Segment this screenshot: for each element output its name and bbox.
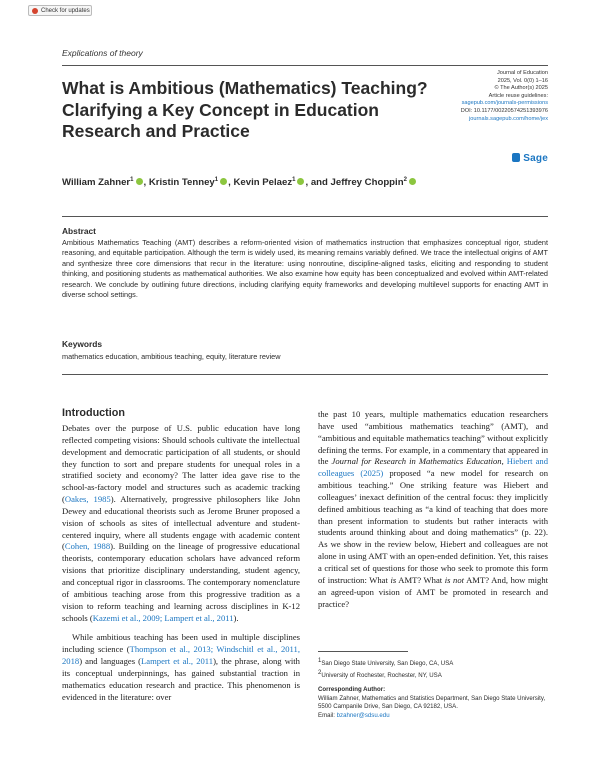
author-affiliation: 1 — [214, 177, 219, 183]
orcid-icon[interactable] — [136, 178, 143, 185]
author-name[interactable]: William Zahner — [62, 177, 131, 189]
intro-paragraph-2 — [62, 632, 300, 703]
corresponding-email: Email: bzahner@sdsu.edu — [318, 712, 390, 720]
email-link[interactable]: bzahner@sdsu.edu — [336, 712, 390, 720]
affiliation-2: $^2$University of Rochester, Rochester, NY, USA — [318, 669, 442, 679]
check-updates-icon — [32, 8, 38, 14]
author-separator: , and — [305, 177, 331, 189]
introduction-heading: Introduction — [62, 407, 125, 419]
top-rule — [62, 65, 548, 66]
author-separator: , — [228, 177, 234, 189]
abstract-heading: Abstract — [62, 226, 96, 236]
publisher-logo — [512, 153, 548, 164]
intro-paragraph-1 — [62, 423, 300, 624]
check-for-updates-badge[interactable] — [28, 5, 92, 16]
journal-copyright: © The Author(s) 2025 — [494, 85, 548, 92]
orcid-icon[interactable] — [220, 178, 227, 185]
section-label: Explications of theory — [62, 48, 143, 58]
author-list — [62, 177, 417, 188]
author-affiliation: 2 — [403, 177, 407, 183]
journal-volume: 2025, Vol. 0(0) 1–16 — [497, 77, 548, 84]
affiliation-1: $^1$San Diego State University, San Diego, CA, USA — [318, 658, 454, 668]
author-separator: , — [143, 177, 149, 189]
body-column-right — [318, 409, 548, 610]
journal-name: Journal of Education — [497, 70, 548, 76]
citation-link[interactable]: Thompson et al., 2013; Windschitl et al., 2011, 2018 — [62, 644, 300, 667]
author-name[interactable]: Kevin Pelaez — [233, 177, 293, 189]
citation-link[interactable]: Kazemi et al., 2009; Lampert et al., 2011 — [92, 612, 234, 623]
corresponding-address: William Zahner, Mathematics and Statistics Department, San Diego State University, 5500 Campanile Drive, San Diego, CA 92182, USA. — [318, 694, 546, 711]
keywords-rule — [62, 374, 548, 375]
keywords-text: mathematics education, ambitious teaching, equity, literature review — [62, 352, 281, 361]
journal-home-link[interactable]: journals.sagepub.com/home/jex — [469, 115, 548, 122]
orcid-icon[interactable] — [297, 178, 304, 185]
doi[interactable]: DOI: 10.1177/00220574251393976 — [460, 107, 548, 114]
article-title: What is Ambitious (Mathematics) Teaching? Clarifying a Key Concept in Education Research and Practice — [62, 78, 428, 141]
sage-logo-icon — [512, 153, 520, 162]
footnotes — [318, 657, 548, 721]
citation-link[interactable]: Oakes, 1985 — [64, 494, 111, 505]
body-text: Debates over the purpose of U.S. public education have long reflected competing visions: Should schools cultivate the intellectual development and democratic participation of all students, or should they function to sort and prepare students for unequal roles in a stratified society and economy? The latter idea gave rise to the school-as-factory model and structures such as academic tracking ( — [62, 423, 300, 505]
emphasis-text: Journal for Research in Mathematics Education — [331, 456, 502, 467]
citation-link[interactable]: Lampert et al., 2011 — [141, 656, 214, 667]
body-text: While ambitious teaching has been used in multiple disciplines including science ( — [62, 632, 300, 655]
author-name[interactable]: Kristin Tenney — [148, 177, 215, 189]
keywords-heading: Keywords — [62, 339, 103, 349]
abstract-text: Ambitious Mathematics Teaching (AMT) describes a reform-oriented vision of mathematics instruction that emphasizes conceptual rigor, student reasoning, and equitable participation. Although the term is widely used, its meaning remains variably defined. We trace the intellectual origins of AMT and synthesize three core dimensions that recur in the literature: using nonroutine, discipline-aligned tasks, eliciting and responding to student thinking, and positioning students as mathematical authorities. We also examine how equity has been conceptualized and evolved within AMT-related research. We conclude by outlining future directions, including clarifying equity frameworks and developing multilevel supports for enacting AMT in diverse school settings. — [62, 238, 548, 300]
body-text: ) and languages ( — [79, 656, 142, 667]
body-text: AMT? And, how might an agreed-upon vision of AMT be promoted in research and practice? — [318, 574, 548, 609]
abstract-rule — [62, 216, 548, 217]
citation-link[interactable]: Cohen, 1988 — [64, 541, 111, 552]
corresponding-heading: Corresponding Author: — [318, 686, 386, 694]
reuse-guidelines: Article reuse guidelines: — [488, 92, 548, 99]
author-affiliation: 1 — [292, 177, 296, 183]
emphasis-text: is — [390, 574, 397, 585]
footnote-rule — [318, 651, 408, 652]
author-affiliation: 1 — [130, 177, 134, 183]
author-name[interactable]: Jeffrey Choppin — [330, 177, 404, 189]
body-text: the past 10 years, multiple mathematics education researchers have used “ambitious mathematics teaching” (AMT), and “ambitious and equitable mathematics teaching” without explicitly defining the terms. For example, in a commentary that appeared in the — [318, 409, 548, 467]
body-text: ). Alternatively, progressive philosophers like John Dewey and educational theorists such as Jerome Bruner proposed a vision of schools as sites of intellectual adventure and student-centered inquiry, where all students engage with academic content ( — [62, 494, 300, 552]
permissions-link[interactable]: sagepub.com/journals-permissions — [461, 100, 548, 107]
body-text: AMT? What — [396, 574, 445, 585]
publisher-name: Sage — [523, 153, 548, 164]
citation-link[interactable]: Hiebert and colleagues (2025) — [318, 456, 549, 479]
emphasis-text: is not — [444, 574, 465, 585]
badge-label: Check for updates — [41, 8, 90, 14]
body-text: proposed “a new model for research on ambitious teaching.” One striking feature was Hiebert and colleagues’ inexact definition of the central focus: they implicitly defined ambitious teaching as “a kind of teaching that does more than present information to students but rather interacts with students around thinking about and doing mathematics” (p. 22). As we show in the review below, Hiebert and colleagues are not alone in using AMT with an open-ended definition. Yet, this raises a critical set of questions for those who seek to promote this form of instruction: What — [318, 468, 548, 585]
orcid-icon[interactable] — [409, 178, 416, 185]
body-column-left — [62, 423, 300, 703]
journal-info — [458, 70, 548, 123]
body-text: ). — [233, 612, 239, 623]
intro-paragraph-3 — [318, 409, 548, 610]
body-text: , — [501, 456, 507, 467]
body-text: ). Building on the lineage of progressive educational theorists, contemporary education scholars have advanced reform visions that prioritize disciplinary understanding, student agency, and conceptual rigor in classrooms. The contemporary nomenclature of ambitious teaching arose from this progressive tradition as a vision to reform teaching and learning across disciplines in K-12 schools ( — [62, 541, 301, 623]
body-text: ), the phrase, along with its conceptual underpinnings, has gained substantial traction in mathematics education research and practice. This phenomenon is evidenced in the literature: over — [62, 656, 300, 702]
